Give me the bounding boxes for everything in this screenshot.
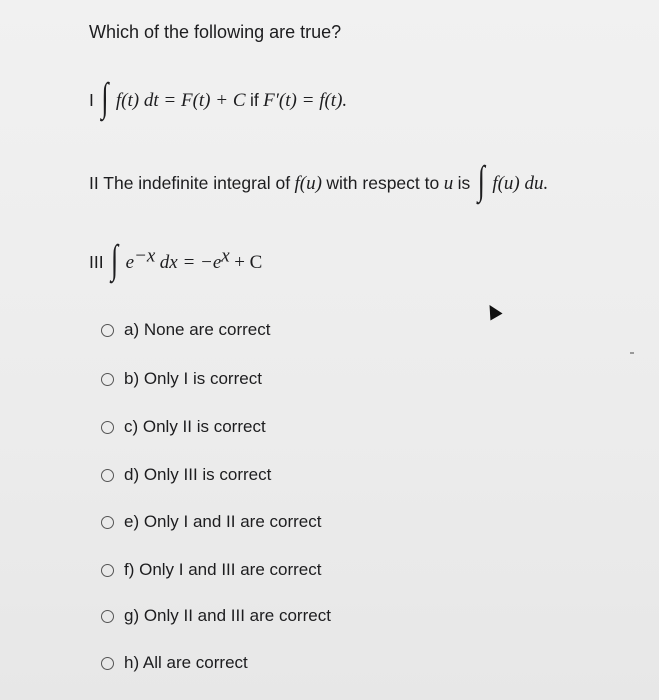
statement-3	[89, 236, 263, 282]
option-d[interactable]	[101, 465, 271, 485]
radio-icon[interactable]	[101, 657, 114, 670]
option-b-label: b) Only I is correct	[124, 369, 262, 388]
statement-3-tail: + C	[234, 252, 263, 273]
screen-speck	[630, 352, 634, 354]
statement-1-if: if	[249, 90, 259, 110]
statement-2-func: f(u)	[294, 173, 322, 194]
option-a[interactable]	[101, 320, 270, 340]
statement-2-var: u	[443, 173, 454, 194]
statement-2-text: II The indefinite integral of	[89, 173, 291, 193]
option-d-label: d) Only III is correct	[124, 465, 272, 484]
radio-icon[interactable]	[101, 564, 114, 577]
statement-3-exp2: x	[221, 245, 230, 267]
radio-icon[interactable]	[101, 373, 114, 386]
statement-3-base: e	[125, 252, 135, 273]
question-title: Which of the following are true?	[89, 22, 342, 42]
statement-3-exponent: −x	[134, 245, 156, 267]
radio-icon[interactable]	[101, 610, 114, 623]
integral-icon: ∫	[101, 74, 109, 120]
statement-1-label: I	[89, 90, 94, 110]
option-b[interactable]	[101, 369, 262, 389]
option-f-label: f) Only I and III are correct	[124, 560, 322, 579]
option-e[interactable]	[101, 512, 321, 532]
statement-1	[89, 74, 348, 120]
option-g-label: g) Only II and III are correct	[124, 606, 331, 625]
statement-3-label: III	[89, 252, 104, 272]
radio-icon[interactable]	[101, 324, 114, 337]
radio-icon[interactable]	[101, 469, 114, 482]
statement-3-dx: dx = −e	[159, 252, 222, 273]
integral-icon: ∫	[111, 236, 119, 282]
option-e-label: e) Only I and II are correct	[124, 512, 322, 531]
option-c-label: c) Only II is correct	[124, 417, 266, 436]
option-g[interactable]	[101, 606, 331, 626]
statement-1-integral: f(t) dt = F(t) + C	[115, 90, 246, 111]
statement-2-mid: with respect to	[326, 173, 440, 193]
option-h[interactable]	[101, 653, 248, 673]
statement-2-integral: f(u) du.	[492, 173, 549, 194]
radio-icon[interactable]	[101, 421, 114, 434]
statement-2	[89, 157, 549, 203]
radio-icon[interactable]	[101, 516, 114, 529]
statement-1-condition: F′(t) = f(t).	[263, 90, 348, 111]
mouse-pointer-icon	[483, 301, 502, 320]
option-f[interactable]	[101, 560, 321, 580]
option-h-label: h) All are correct	[124, 653, 248, 672]
statement-2-is: is	[457, 173, 471, 193]
option-c[interactable]	[101, 417, 266, 437]
option-a-label: a) None are correct	[124, 320, 271, 339]
integral-icon: ∫	[477, 157, 485, 203]
